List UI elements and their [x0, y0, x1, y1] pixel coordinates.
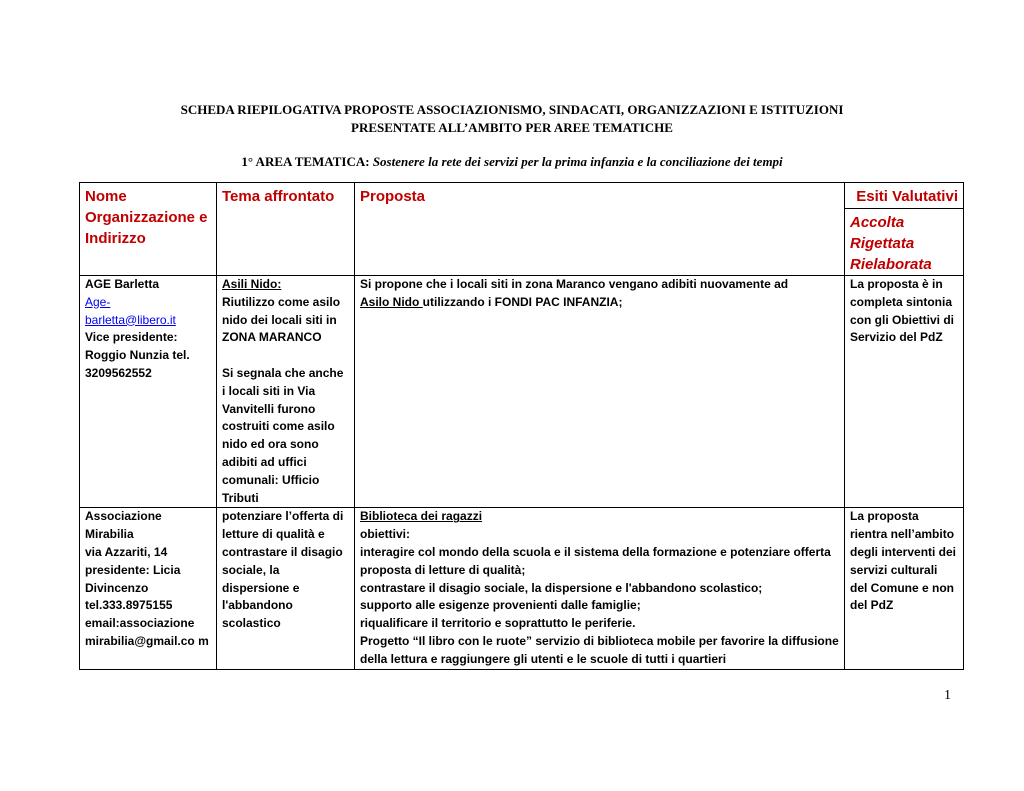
org-president: presidente: Licia Divincenzo [85, 562, 181, 595]
proposta-cell [355, 508, 845, 669]
org-email: email:associazione mirabilia@gmail.co m [85, 616, 209, 648]
org-cell [80, 276, 217, 508]
header-proposta: Proposta [355, 183, 845, 276]
esito-option-accolta: Accolta [850, 214, 905, 231]
org-name: AGE Barletta [85, 277, 160, 291]
page-number: 1 [944, 688, 951, 703]
table-header-row [80, 183, 964, 209]
proposta-line: interagire col mondo della scuola e il sistema della formazione e potenziare offerta proposta di letture di qualità; [360, 544, 831, 577]
area-heading [0, 153, 1024, 170]
org-phone: tel.333.8975155 [85, 598, 173, 613]
document-title-line1: SCHEDA RIEPILOGATIVA PROPOSTE ASSOCIAZIONISMO, SINDACATI, ORGANIZZAZIONI E ISTITUZIONI [180, 102, 844, 117]
org-cell [80, 508, 217, 669]
proposta-line: obiettivi: [360, 527, 410, 542]
org-address: via Azzariti, 14 [85, 544, 168, 559]
header-col1-line1: Nome [85, 188, 127, 205]
document-title-line2: PRESENTATE ALL’AMBITO PER AREE TEMATICHE [351, 120, 673, 135]
org-email-link[interactable]: Age- [85, 294, 111, 309]
table-row [80, 276, 964, 508]
proposta-line: supporto alle esigenze provenienti dalle famiglie; [360, 598, 641, 613]
tema-note: Si segnala che anche i locali siti in Via Vanvitelli furono costruiti come asilo nido ed ora sono adibiti ad uffici comunali: Ufficio Tributi [222, 365, 344, 505]
tema-title: Asili Nido: [222, 277, 282, 291]
proposta-text: Si propone che i locali siti in zona Maranco vengano adibiti nuovamente ad [360, 277, 789, 291]
area-description: Sostenere la rete dei servizi per la prima infanzia e la conciliazione dei tempi [372, 154, 783, 169]
tema-text: Riutilizzo come asilo nido dei locali siti in ZONA MARANCO [222, 294, 341, 345]
proposta-title: Biblioteca dei ragazzi [360, 509, 483, 524]
org-name: Associazione Mirabilia [85, 509, 162, 542]
proposta-line: contrastare il disagio sociale, la dispersione e l'abbandono scolastico; [360, 580, 763, 595]
header-esiti: Esiti Valutativi [845, 183, 964, 209]
org-email-link-cont[interactable]: barletta@libero.it [85, 312, 176, 327]
header-col1-line2: Organizzazione e [85, 209, 208, 226]
area-label: 1° AREA TEMATICA: [241, 154, 373, 169]
esito-option-rielaborata: Rielaborata [850, 256, 932, 273]
table-row [80, 508, 964, 669]
proposta-underlined: Asilo Nido [360, 294, 423, 309]
header-organizzazione [80, 183, 217, 276]
proposta-line: riqualificare il territorio e soprattutto le periferie. [360, 616, 636, 631]
esito-option-rigettata: Rigettata [850, 235, 915, 252]
header-esiti-options [845, 209, 964, 276]
proposals-table [79, 182, 964, 670]
proposta-line: Progetto “Il libro con le ruote” servizio di biblioteca mobile per favorire la diffusione della lettura e raggiungere gli utenti e le scuole di tutti i quartieri [360, 633, 839, 666]
org-role: Vice presidente: [85, 330, 178, 345]
org-person: Roggio Nunzia tel. [85, 348, 190, 363]
header-tema: Tema affrontato [217, 183, 355, 276]
tema-cell [217, 276, 355, 508]
proposta-text-rest: utilizzando i FONDI PAC INFANZIA; [422, 294, 623, 309]
proposta-cell [355, 276, 845, 508]
tema-cell: potenziare l’offerta di letture di qualità e contrastare il disagio sociale, la dispersione e l'abbandono scolastico [217, 508, 355, 669]
org-phone: 3209562552 [85, 365, 152, 380]
header-col1-line3: Indirizzo [85, 230, 146, 247]
esito-cell: La proposta è in completa sintonia con gli Obiettivi di Servizio del PdZ [845, 276, 964, 508]
esito-cell: La proposta rientra nell’ambito degli interventi dei servizi culturali del Comune e non del PdZ [845, 508, 964, 669]
